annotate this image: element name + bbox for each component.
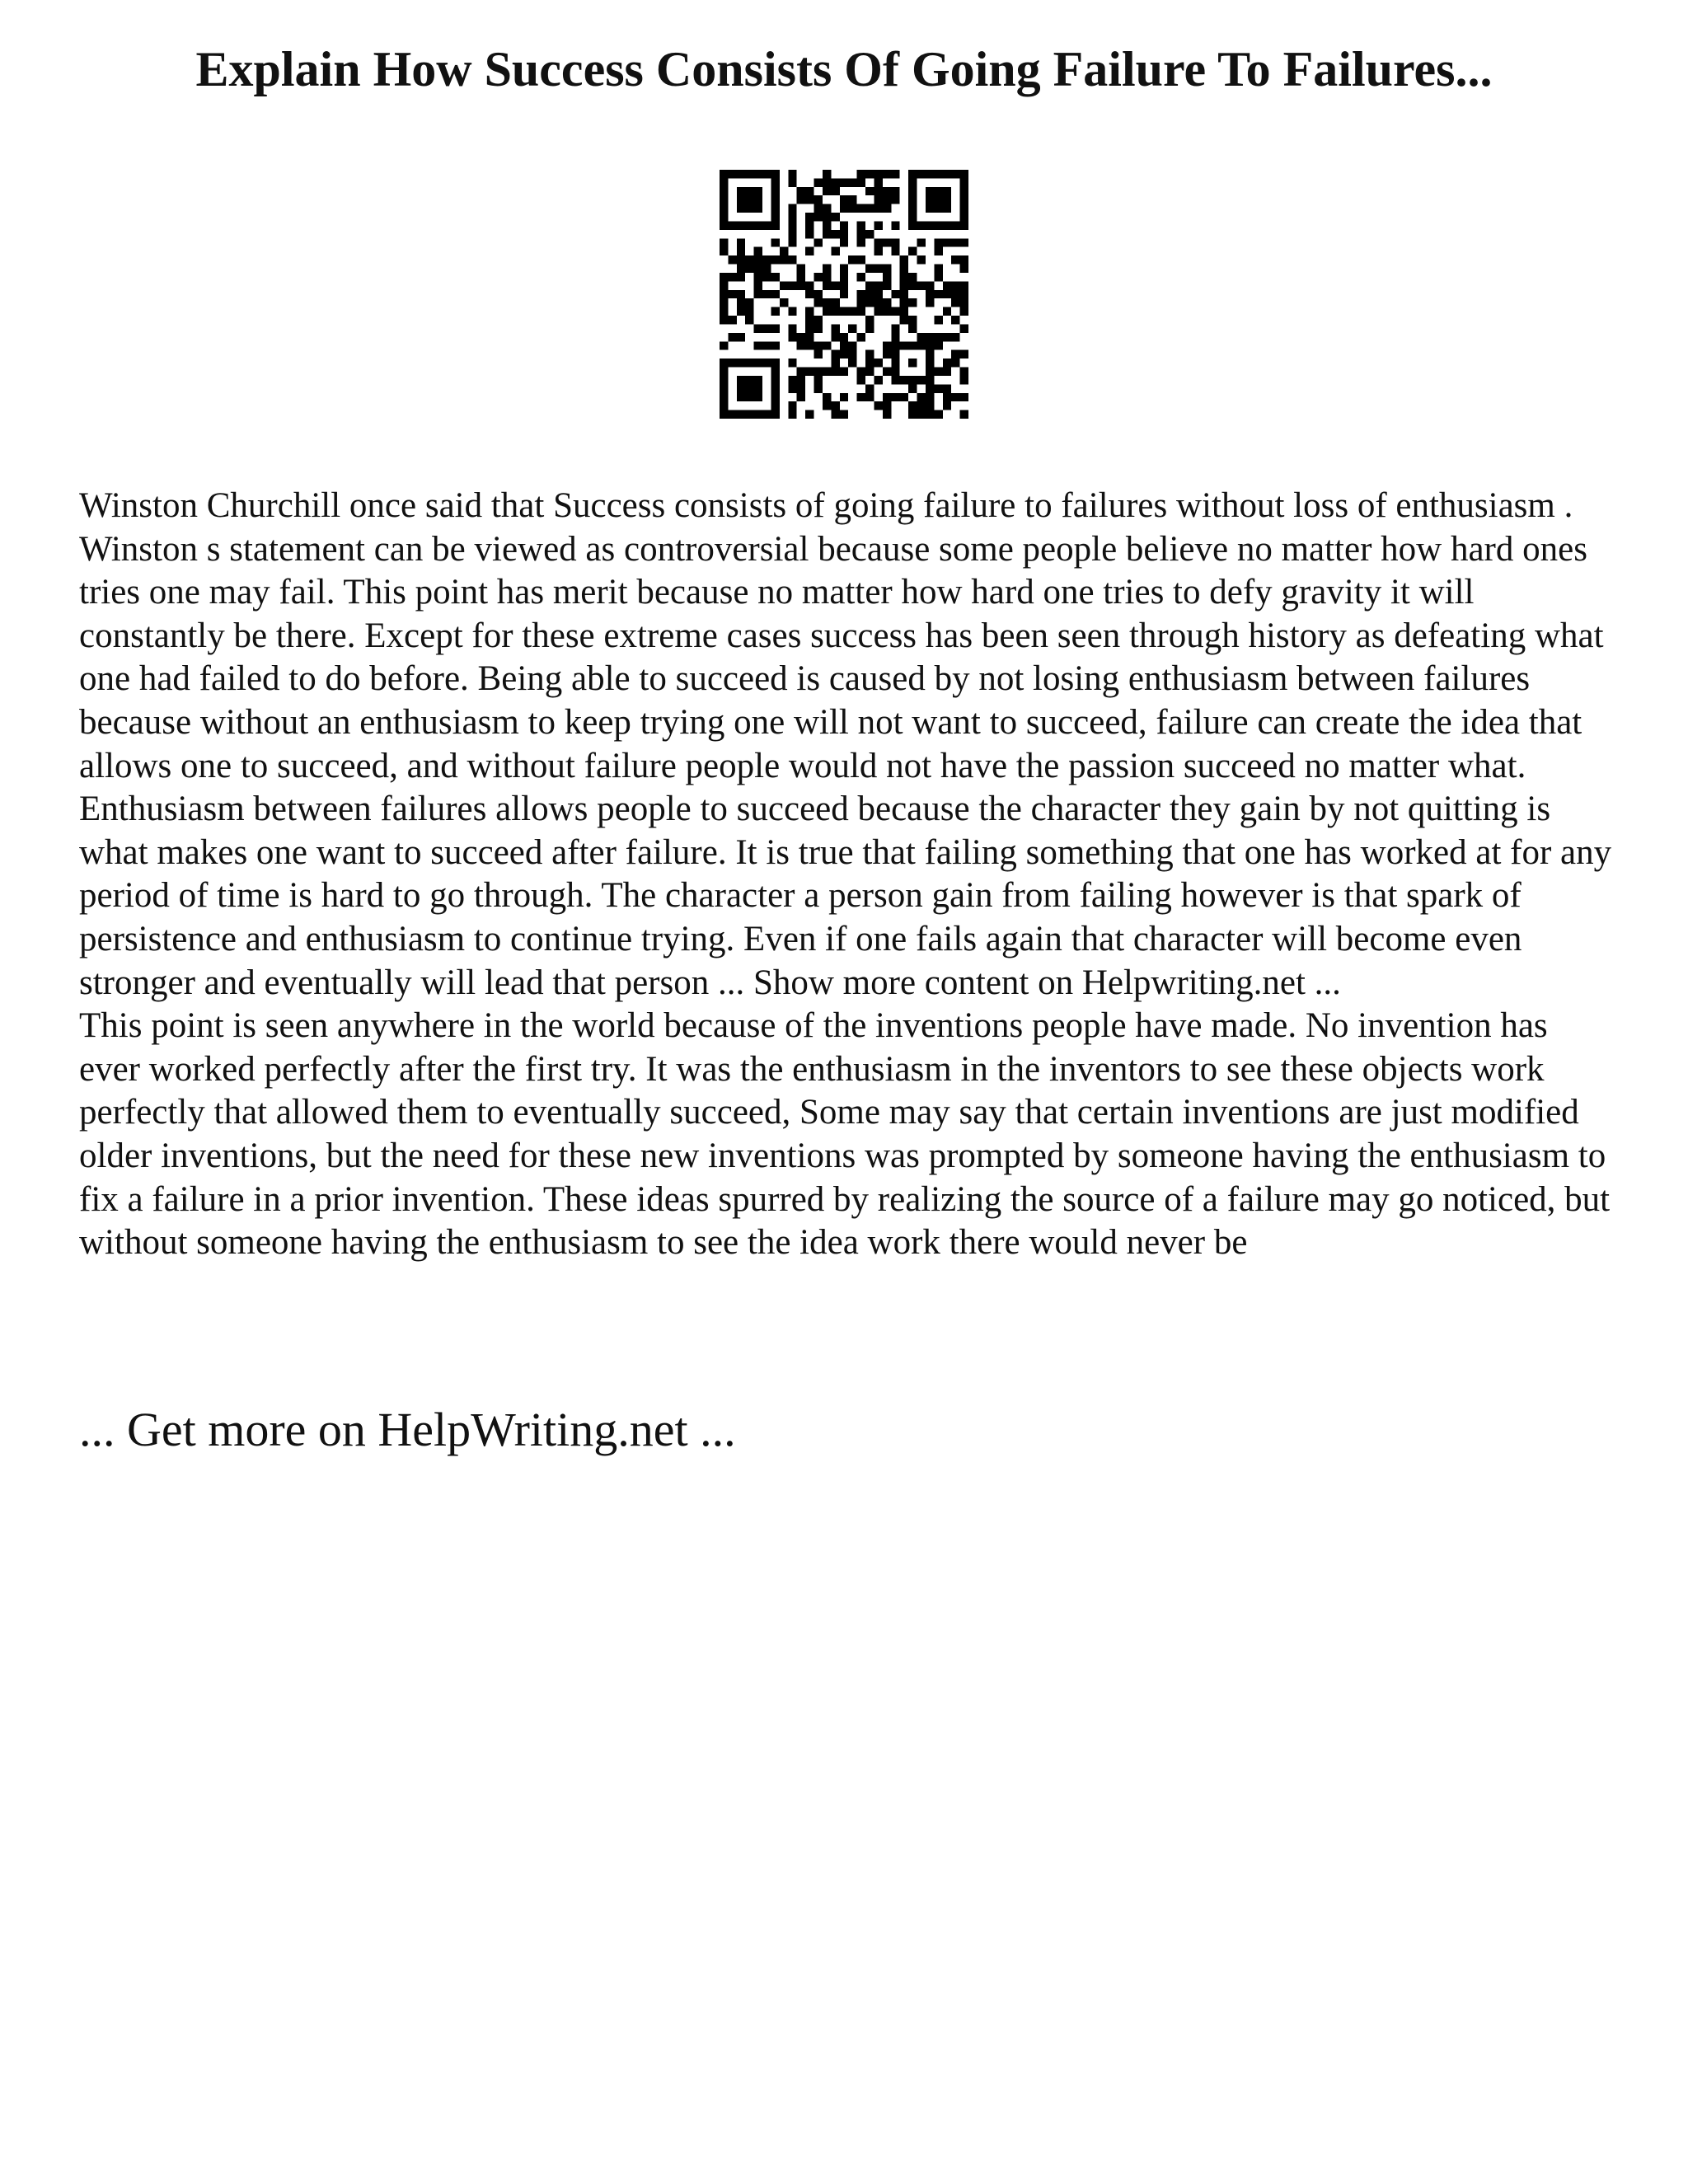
essay-paragraph-2: This point is seen anywhere in the world because of the inventions people have made. No invention has ever worked perfectly after the first try. It was the enthusiasm in the inventors to see these objects work perfectly that allowed them to eventually succeed, Some may say that certain inventions are just modified older inventions, but the need for these new inventions was prompted by someone having the enthusiasm to fix a failure in a prior invention. These ideas spurred by realizing the source of a failure may go noticed, but without someone having the enthusiasm to see the idea work there would never be [79, 1006, 1611, 1263]
qr-code-icon [720, 170, 968, 419]
document-title: Explain How Success Consists Of Going Failure To Failures... [195, 42, 1493, 96]
essay-body [79, 485, 1612, 1265]
essay-paragraph-1: Winston Churchill once said that Success consists of going failure to failures without loss of enthusiasm . Winston s statement can be viewed as controversial because some people believe no matter how hard ones tries one may fail. This point has merit because no matter how hard one tries to defy gravity it will constantly be there. Except for these extreme cases success has been seen through history as defeating what one had failed to do before. Being able to succeed is caused by not losing enthusiasm between failures because without an enthusiasm to keep trying one will not want to succeed, failure can create the idea that allows one to succeed, and without failure people would not have the passion succeed no matter what. Enthusiasm between failures allows people to succeed because the character they gain by not quitting is what makes one want to succeed after failure. It is true that failing something that one has worked at for any period of time is hard to go through. The character a person gain from failing however is that spark of persistence and enthusiasm to continue trying. Even if one fails again that character will become even stronger and eventually will lead that person ... Show more content on Helpwriting.net ... [79, 486, 1612, 1002]
get-more-link[interactable]: ... Get more on HelpWriting.net ... [79, 1403, 736, 1456]
